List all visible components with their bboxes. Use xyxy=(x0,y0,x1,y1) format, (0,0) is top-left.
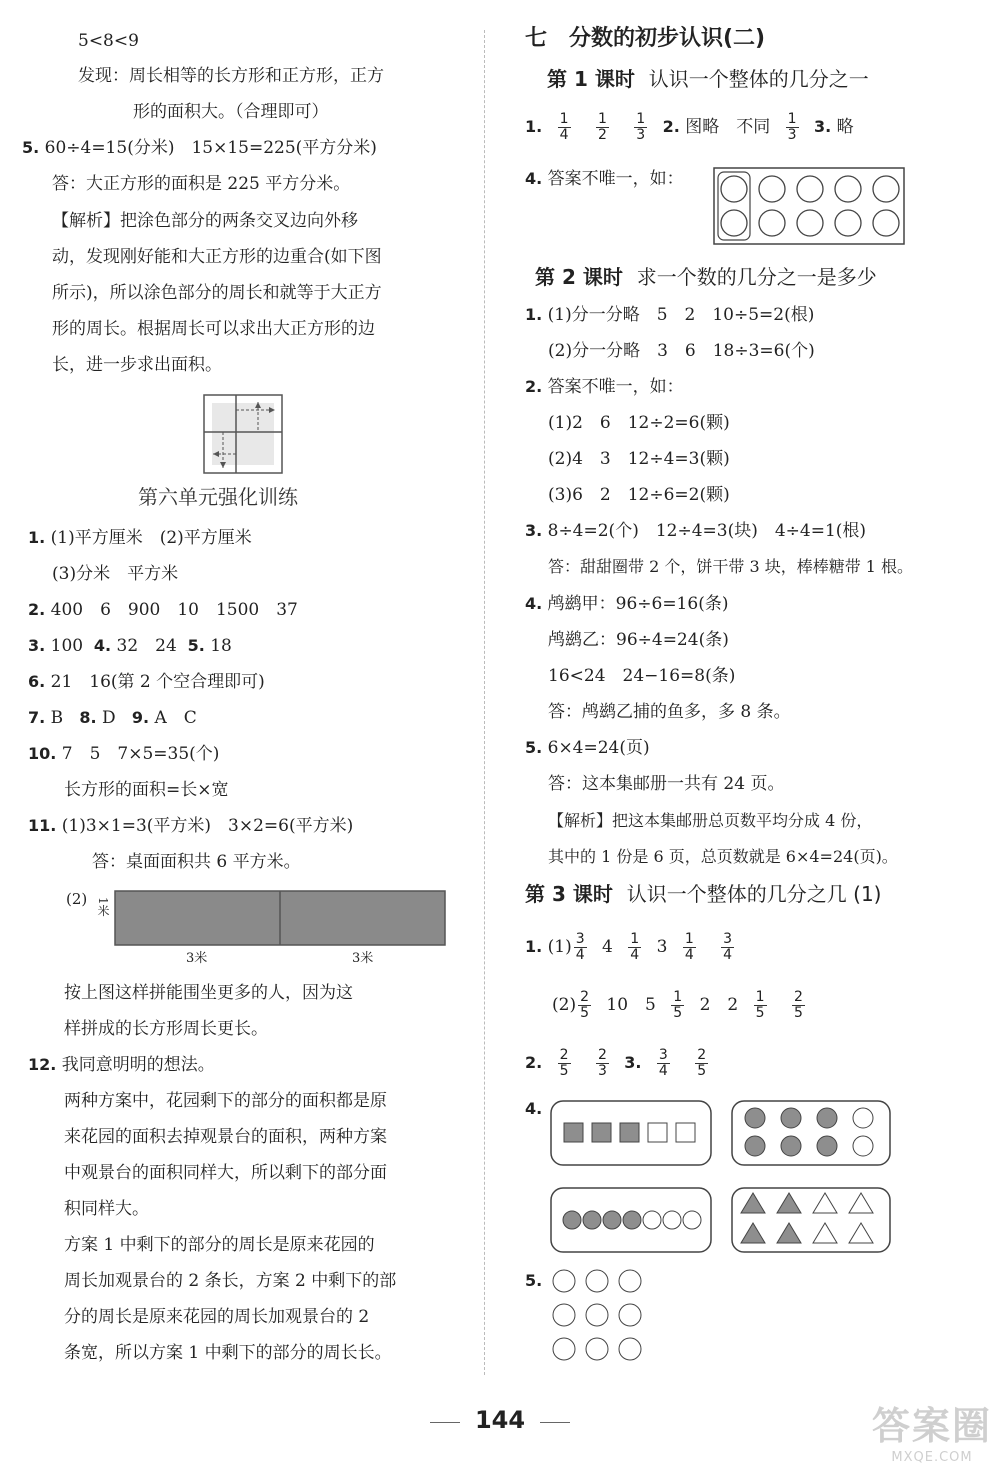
figure-label: (2) xyxy=(66,890,88,908)
lesson-3-answer-2-3: 2. $\frac{2}{5}$ $\frac{2}{3}$ 3. $\frac{3}{4}$ $\frac{2}{5}$ xyxy=(525,1047,707,1079)
bottom-label: 3米 xyxy=(186,951,208,966)
lesson-3-answer-1b: (2) $\frac{2}{5}$ 10 5 $\frac{1}{5}$ 2 2 $\frac{1}{5}$ $\frac{2}{5}$ xyxy=(552,989,803,1021)
line: 来花园的面积去掉观景台的面积，两种方案 xyxy=(64,1127,387,1147)
circle-item xyxy=(835,176,861,202)
answer-5: 5. 60÷4=15(分米) 15×15=225(平方分米) xyxy=(22,138,377,158)
answer-1: 1. (1)平方厘米 (2)平方厘米 xyxy=(28,528,252,548)
page-number: 144 xyxy=(474,1406,526,1434)
lesson-2-answer-3: 3. 8÷4=2(个) 12÷4=3(块) 4÷4=1(根) xyxy=(525,521,867,541)
bottom-label: 3米 xyxy=(352,951,374,966)
line: 条宽，所以方案 1 中剩下的部分的周长长。 xyxy=(64,1343,392,1363)
triangles-figure xyxy=(731,1187,891,1253)
answer-10: 10. 7 5 7×5=35(个) xyxy=(28,744,220,764)
line: 周长加观景台的 2 条长，方案 2 中剩下的部 xyxy=(64,1271,397,1291)
line: 动，发现刚好能和大正方形的边重合(如下图 xyxy=(52,247,382,267)
chapter-title: 七 分数的初步认识(二) xyxy=(525,26,766,51)
line: 两种方案中，花园剩下的部分的面积都是原 xyxy=(64,1091,387,1111)
lesson-2-answer-2: 2. 答案不唯一，如： xyxy=(525,377,684,397)
lesson-3-answer-5: 5. xyxy=(525,1271,543,1290)
line: 【解析】把涂色部分的两条交叉边向外移 xyxy=(52,211,358,231)
line: 中观景台的面积同样大，所以剩下的部分面 xyxy=(64,1163,387,1183)
line: 积同样大。 xyxy=(64,1199,149,1219)
line: (2)4 3 12÷4=3(颗) xyxy=(548,449,730,469)
circle-item xyxy=(721,176,747,202)
circle-item xyxy=(873,176,899,202)
squares-figure xyxy=(550,1100,712,1166)
line: 所示)，所以涂色部分的周长和就等于大正方 xyxy=(52,283,382,303)
line: 答：桌面面积共 6 平方米。 xyxy=(92,852,301,872)
answer-12: 12. 我同意明明的想法。 xyxy=(28,1055,215,1075)
answer-2: 2. 400 6 900 10 1500 37 xyxy=(28,600,298,620)
lesson-2-title: 第 2 课时 求一个数的几分之一是多少 xyxy=(535,265,877,289)
circle-item xyxy=(759,176,785,202)
lesson-3-title: 第 3 课时 认识一个整体的几分之几 (1) xyxy=(525,882,882,906)
lesson-2-answer-4: 4. 鸬鹚甲：96÷6=16(条) xyxy=(525,594,729,614)
lesson-1-answer-4: 4. 答案不唯一，如： xyxy=(525,169,684,189)
line: 16<24 24−16=8(条) xyxy=(548,666,736,686)
line: 按上图这样拼能围坐更多的人，因为这 xyxy=(64,983,353,1003)
column-divider xyxy=(484,30,485,1375)
line: 方案 1 中剩下的部分的周长是原来花园的 xyxy=(64,1235,375,1255)
lesson-1-title: 第 1 课时 认识一个整体的几分之一 xyxy=(547,67,869,91)
line: 答：甜甜圈带 2 个，饼干带 3 块，棒棒糖带 1 根。 xyxy=(548,557,914,576)
line: 其中的 1 份是 6 页，总页数就是 6×4=24(页)。 xyxy=(548,847,898,866)
square-diagram xyxy=(203,394,283,474)
answer-7-9: 7. B 8. D 9. A C xyxy=(28,708,197,728)
circle-item xyxy=(835,210,861,236)
line: 样拼成的长方形周长更长。 xyxy=(64,1019,268,1039)
line: 长，进一步求出面积。 xyxy=(52,355,222,375)
circle-item xyxy=(797,176,823,202)
line: 答：大正方形的面积是 225 平方分米。 xyxy=(52,174,351,194)
line: 发现：周长相等的长方形和正方形，正方 xyxy=(78,66,384,86)
lesson-3-answer-1: 1. (1) $\frac{3}{4}$ 4 $\frac{1}{4}$ 3 $\frac{1}{4}$ $\frac{3}{4}$ xyxy=(525,931,733,963)
ten-circles-figure xyxy=(713,167,905,247)
line: (1)2 6 12÷2=6(颗) xyxy=(548,413,730,433)
nine-circles-figure xyxy=(550,1268,650,1364)
watermark: 答案圈 MXQE.COM xyxy=(871,1404,992,1465)
line: 答：鸬鹚乙捕的鱼多，多 8 条。 xyxy=(548,702,791,722)
line: 5<8<9 xyxy=(78,31,139,51)
line: (3)6 2 12÷6=2(颗) xyxy=(548,485,730,505)
circle-item xyxy=(797,210,823,236)
small-circles-figure xyxy=(550,1187,712,1253)
lesson-3-answer-4: 4. xyxy=(525,1099,543,1118)
answer-6: 6. 21 16(第 2 个空合理即可) xyxy=(28,672,265,692)
side-label: 1米 xyxy=(96,897,110,917)
line: 形的周长。根据周长可以求出大正方形的边 xyxy=(52,319,375,339)
lesson-1-answer-1: 1. $\frac{1}{4}$ $\frac{1}{2}$ $\frac{1}{3}$ 2. 图略 不同 $\frac{1}{3}$ 3. 略 xyxy=(525,111,854,143)
unit-title: 第六单元强化训练 xyxy=(138,485,298,509)
table-rectangle xyxy=(114,890,448,948)
line: 【解析】把这本集邮册总页数平均分成 4 份， xyxy=(548,811,873,830)
lesson-2-answer-5: 5. 6×4=24(页) xyxy=(525,738,650,758)
lesson-2-answer-1: 1. (1)分一分略 5 2 10÷5=2(根) xyxy=(525,305,815,325)
circle-item xyxy=(759,210,785,236)
line: (3)分米 平方米 xyxy=(52,564,179,584)
circles-figure xyxy=(731,1100,891,1166)
line: 鸬鹚乙：96÷4=24(条) xyxy=(548,630,729,650)
answer-3-5: 3. 100 4. 32 24 5. 18 xyxy=(28,636,232,656)
line: (2)分一分略 3 6 18÷3=6(个) xyxy=(548,341,815,361)
line: 长方形的面积=长×宽 xyxy=(64,780,229,800)
line: 答：这本集邮册一共有 24 页。 xyxy=(548,774,785,794)
circle-item xyxy=(721,210,747,236)
line: 分的周长是原来花园的周长加观景台的 2 xyxy=(64,1307,370,1327)
line: 形的面积大。（合理即可） xyxy=(133,102,329,122)
answer-11: 11. (1)3×1=3(平方米) 3×2=6(平方米) xyxy=(28,816,354,836)
circle-item xyxy=(873,210,899,236)
